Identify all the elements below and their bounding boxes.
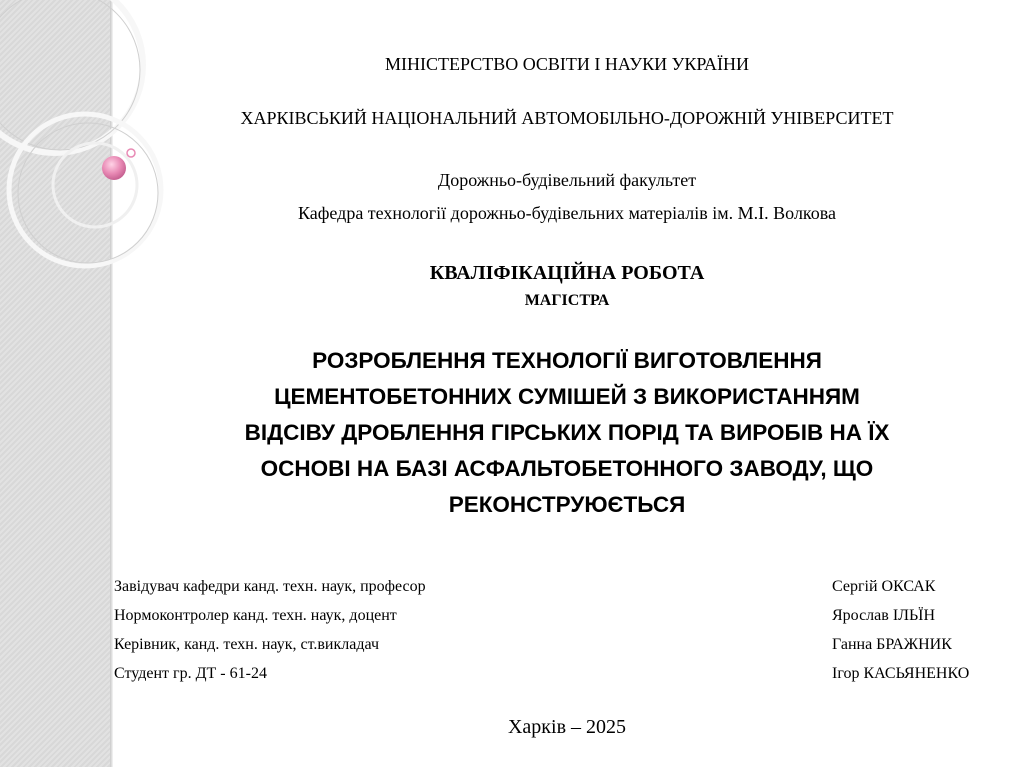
signatory-role: Завідувач кафедри канд. техн. наук, професор [114,578,426,595]
decorative-side-panel [0,0,110,767]
signatory-row [114,607,1014,631]
department-name: Кафедра технології дорожньо-будівельних матеріалів ім. М.І. Волкова [297,203,837,223]
small-pink-ring-icon [127,149,135,157]
work-title: КВАЛІФІКАЦІЙНА РОБОТА [429,262,705,284]
signatory-row [114,578,1014,602]
signatory-name: Ярослав ІЛЬЇН [832,607,936,624]
city-year: Харків – 2025 [507,716,627,738]
ministry-name: МІНІСТЕРСТВО ОСВІТИ І НАУКИ УКРАЇНИ [384,54,750,74]
signatory-role: Нормоконтролер канд. техн. наук, доцент [114,607,397,624]
topic-line: РЕКОНСТРУЮЄТЬСЯ [448,492,686,517]
faculty-name: Дорожньо-будівельний факультет [437,170,697,190]
signatory-row [114,636,1014,660]
signatory-name: Ганна БРАЖНИК [832,636,952,653]
topic-line: ЦЕМЕНТОБЕТОННИХ СУМІШЕЙ З ВИКОРИСТАННЯМ [274,384,860,409]
university-name: ХАРКІВСЬКИЙ НАЦІОНАЛЬНИЙ АВТОМОБІЛЬНО-ДОРОЖНІЙ УНІВЕРСИТЕТ [240,108,894,128]
signatory-role: Керівник, канд. техн. наук, ст.викладач [114,636,379,653]
signatory-role: Студент гр. ДТ - 61-24 [114,665,267,682]
signatory-name: Ігор КАСЬЯНЕНКО [832,665,970,682]
signatory-row [114,665,1014,689]
degree-label: МАГІСТРА [524,292,610,309]
thesis-topic [110,343,1024,523]
topic-line: РОЗРОБЛЕННЯ ТЕХНОЛОГІЇ ВИГОТОВЛЕННЯ [312,348,822,373]
topic-line: ВІДСІВУ ДРОБЛЕННЯ ГІРСЬКИХ ПОРІД ТА ВИРОБІВ НА ЇХ [244,420,890,445]
topic-line: ОСНОВІ НА БАЗІ АСФАЛЬТОБЕТОННОГО ЗАВОДУ, ЩО [260,456,874,481]
signatory-name: Сергій ОКСАК [832,578,936,595]
